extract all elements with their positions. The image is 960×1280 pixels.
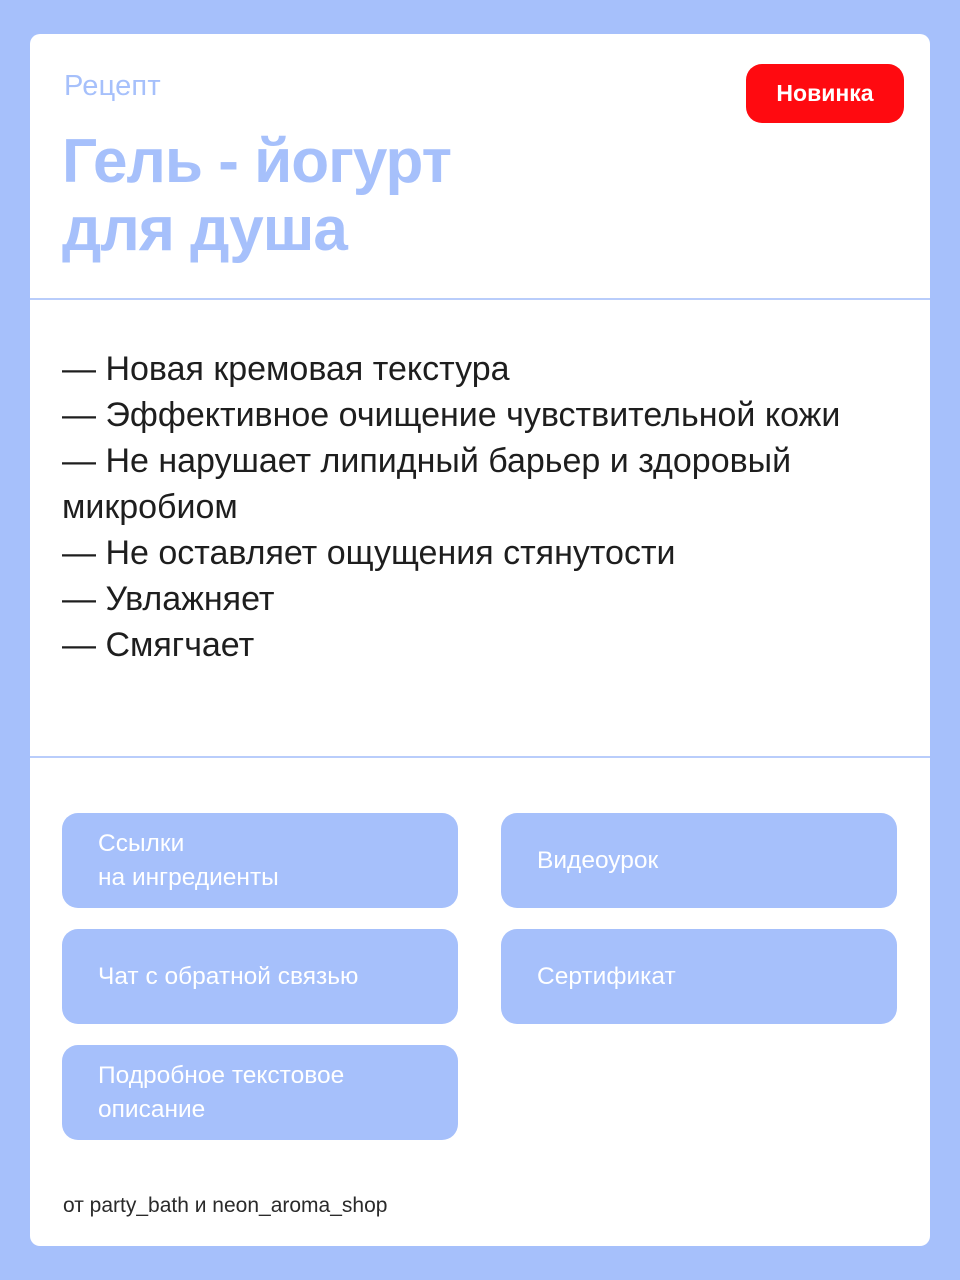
title-line-1: Гель - йогурт xyxy=(62,127,451,196)
page-title xyxy=(62,128,451,264)
ingredients-label-line-2: на ингредиенты xyxy=(98,863,279,891)
ingredients-links-button[interactable] xyxy=(62,813,458,908)
detailed-description-button[interactable] xyxy=(62,1045,458,1140)
divider-bottom xyxy=(30,756,930,758)
title-line-2: для душа xyxy=(62,195,347,264)
feature-item: — Смягчает xyxy=(62,626,255,664)
new-badge: Новинка xyxy=(746,64,904,123)
feature-item: — Увлажняет xyxy=(62,580,275,618)
certificate-label: Сертификат xyxy=(537,962,676,990)
category-label: Рецепт xyxy=(64,70,161,102)
video-lesson-button[interactable] xyxy=(501,813,897,908)
feature-item: — Эффективное очищение чувствительной кожи xyxy=(62,396,841,434)
description-label-line-2: описание xyxy=(98,1095,206,1123)
feature-list xyxy=(62,346,902,668)
feedback-chat-button[interactable] xyxy=(62,929,458,1024)
certificate-button[interactable] xyxy=(501,929,897,1024)
feature-item: — Не оставляет ощущения стянутости xyxy=(62,534,676,572)
ingredients-label-line-1: Ссылки xyxy=(98,829,185,857)
author-credit: от party_bath и neon_aroma_shop xyxy=(63,1194,388,1217)
recipe-card xyxy=(30,34,930,1246)
divider-top xyxy=(30,298,930,300)
feature-item: — Не нарушает липидный барьер и здоровый микробиом xyxy=(62,442,792,526)
card-header xyxy=(30,34,930,298)
description-label-line-1: Подробное текстовое xyxy=(98,1061,345,1089)
feedback-chat-label: Чат с обратной связью xyxy=(98,962,359,990)
feature-item: — Новая кремовая текстура xyxy=(62,350,510,388)
video-lesson-label: Видеоурок xyxy=(537,846,659,874)
